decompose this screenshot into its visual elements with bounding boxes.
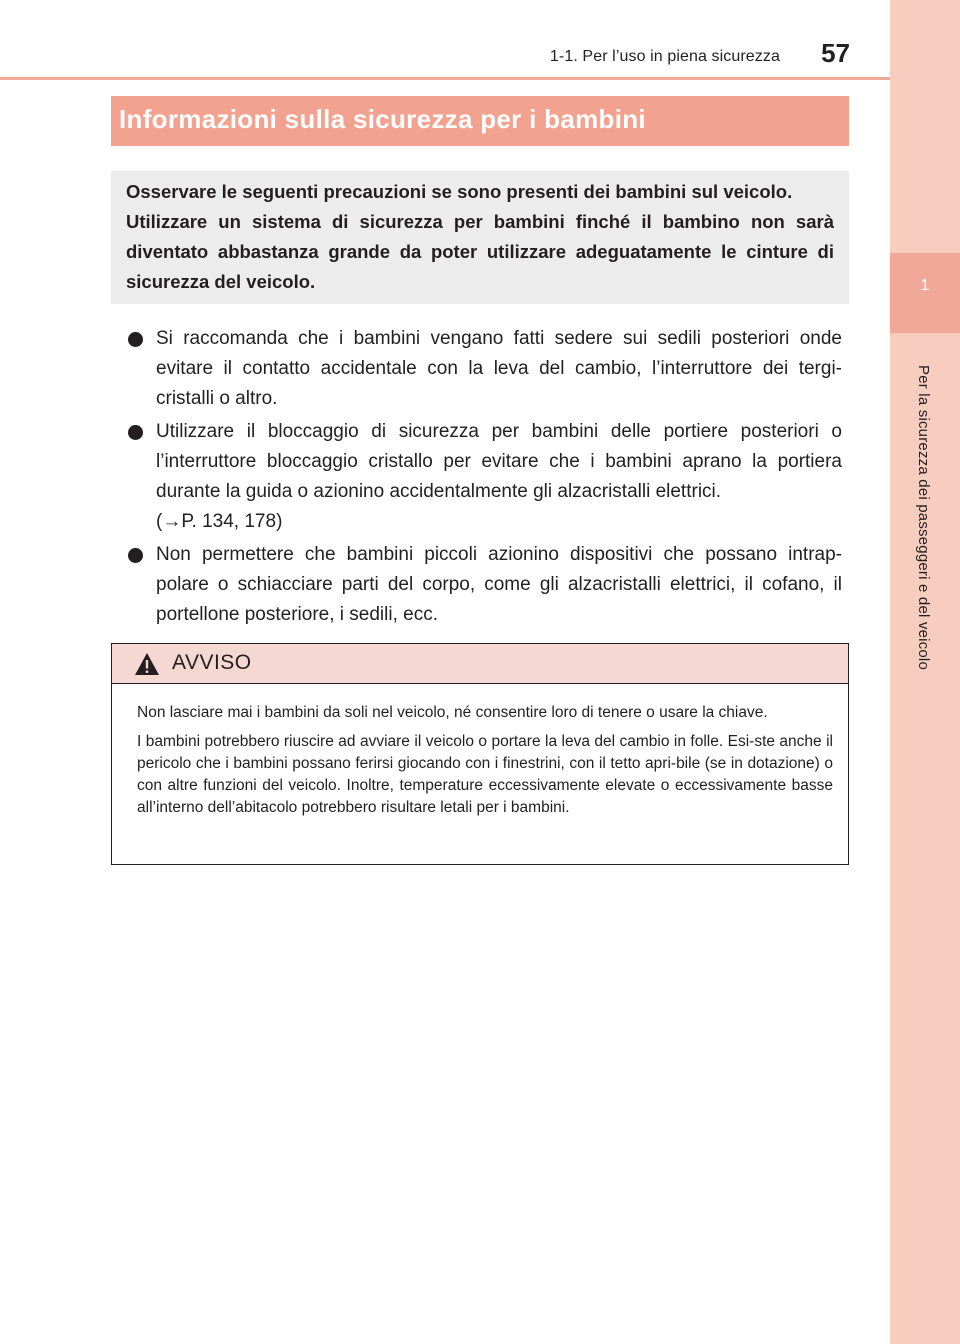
warning-title: AVVISO — [172, 651, 252, 674]
bullet-list — [126, 324, 842, 633]
bullet-dot-icon — [128, 548, 143, 563]
chapter-label: Per la sicurezza dei passeggeri e del veicolo — [915, 365, 932, 670]
section-heading: Informazioni sulla sicurezza per i bambini — [119, 104, 646, 134]
bullet-text: Utilizzare il bloccaggio di sicurezza per bambini delle portiere posteriori o l’interruttore bloccaggio cristallo per evitare che i bambini aprano la portiera durante la guida o azionino accidentalmente gli alzacristalli elettrici. — [156, 421, 842, 502]
bullet-text: Si raccomanda che i bambini vengano fatti sedere sui sedili posteriori onde evitare il contatto accidentale con la leva del cambio, l’interruttore dei tergi-cristalli o altro. — [156, 328, 842, 409]
warning-paragraph: Non lasciare mai i bambini da soli nel veicolo, né consentire loro di tenere o usare la chiave. — [137, 704, 768, 721]
section-heading-bar — [111, 96, 849, 146]
bullet-item — [126, 417, 842, 537]
warning-triangle-icon — [134, 652, 160, 676]
warning-header — [112, 644, 848, 684]
intro-box — [111, 171, 849, 304]
intro-line-2: Utilizzare un sistema di sicurezza per bambini finché il bambino non sarà diventato abbastanza grande da poter utilizzare adeguatamente le cinture di sicurezza del veicolo. — [126, 211, 834, 292]
bullet-item — [126, 324, 842, 414]
bullet-item — [126, 540, 842, 630]
warning-body — [112, 684, 848, 819]
bullet-dot-icon — [128, 425, 143, 440]
page-number: 57 — [821, 38, 850, 68]
bullet-dot-icon — [128, 332, 143, 347]
section-title: 1-1. Per l’uso in piena sicurezza — [549, 48, 780, 65]
warning-box — [111, 643, 849, 865]
running-head — [0, 0, 890, 80]
chapter-number-box — [890, 253, 960, 333]
side-tab — [890, 0, 960, 1344]
warning-paragraph: I bambini potrebbero riuscire ad avviare il veicolo o portare la leva del cambio in folle. Esi-ste anche il pericolo che i bambini possano ferirsi giocando con i finestrini, con il tetto apri-bile (se in dotazione) o con altre funzioni del veicolo. Inoltre, temperature eccessivamente elevate o eccessivamente basse all’interno dell’abitacolo potrebbero risultare letali per i bambini. — [137, 733, 833, 816]
intro-line-1: Osservare le seguenti precauzioni se sono presenti dei bambini sul veicolo. — [126, 181, 793, 202]
chapter-number: 1 — [920, 277, 930, 294]
page-reference-link[interactable]: (→P. 134, 178) — [156, 511, 283, 532]
header-rule — [0, 77, 890, 80]
bullet-text: Non permettere che bambini piccoli azionino dispositivi che possano intrap-polare o schiacciare parti del corpo, come gli alzacristalli elettrici, il cofano, il portellone posteriore, i sedili, ecc. — [156, 544, 842, 625]
